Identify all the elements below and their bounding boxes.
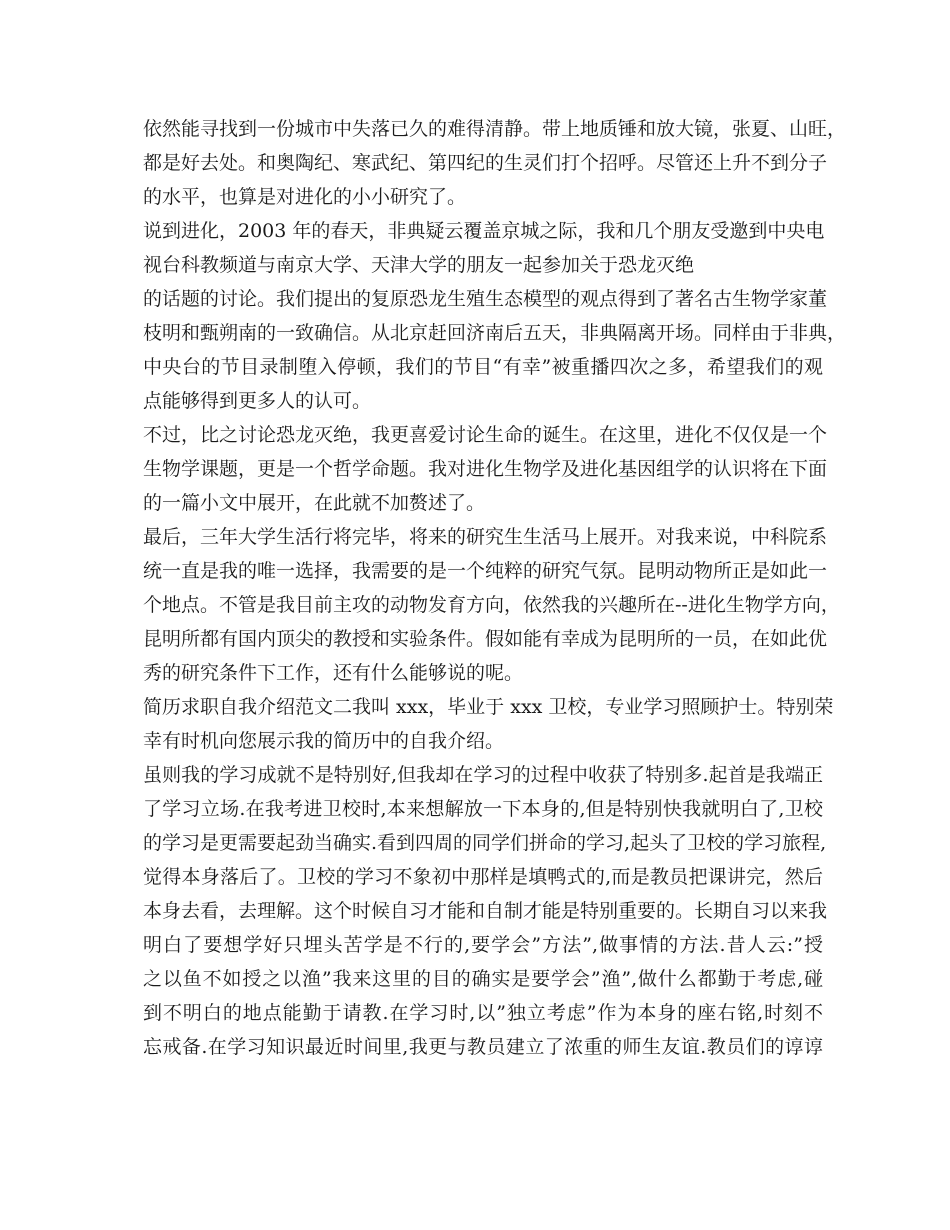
text-line: 秀的研究条件下工作，还有什么能够说的呢。 <box>143 662 524 684</box>
text-line: 说到进化，2003 年的春天，非典疑云覆盖京城之际，我和几个朋友受邀到中央电 <box>143 220 825 242</box>
text-line: 最后，三年大学生活行将完毕，将来的研究生生活马上展开。对我来说，中科院系 <box>143 526 828 548</box>
text-line: 昆明所都有国内顶尖的教授和实验条件。假如能有幸成为昆明所的一员，在如此优 <box>143 628 828 650</box>
text-line: 不过，比之讨论恐龙灭绝，我更喜爱讨论生命的诞生。在这里，进化不仅仅是一个 <box>143 424 828 446</box>
text-line: 幸有时机向您展示我的简历中的自我介绍。 <box>143 730 505 752</box>
text-line: 的一篇小文中展开，在此就不加赘述了。 <box>143 492 486 514</box>
text-line: 统一直是我的唯一选择，我需要的是一个纯粹的研究气氛。昆明动物所正是如此一 <box>143 560 828 582</box>
text-line: 的学习是更需要起劲当确实.看到四周的同学们拼命的学习,起头了卫校的学习旅程, <box>143 832 827 854</box>
text-line: 的水平，也算是对进化的小小研究了。 <box>143 186 467 208</box>
text-line: 点能够得到更多人的认可。 <box>143 390 372 412</box>
document-body <box>143 112 847 1064</box>
text-line: 个地点。不管是我目前主攻的动物发育方向，依然我的兴趣所在--进化生物学方向， <box>143 594 840 616</box>
text-line: 到不明白的地点能勤于请教.在学习时,以”独立考虑”作为本身的座右铭,时刻不 <box>143 1002 823 1024</box>
text-line: 枝明和甄朔南的一致确信。从北京赶回济南后五天，非典隔离开场。同样由于非典， <box>143 322 847 344</box>
text-line: 觉得本身落后了。卫校的学习不象初中那样是填鸭式的,而是教员把课讲完，然后 <box>143 866 823 888</box>
text-line: 虽则我的学习成就不是特别好,但我却在学习的过程中收获了特别多.起首是我端正 <box>143 764 823 786</box>
text-line: 的话题的讨论。我们提出的复原恐龙生殖生态模型的观点得到了著名古生物学家董 <box>143 288 828 310</box>
text-line: 视台科教频道与南京大学、天津大学的朋友一起参加关于恐龙灭绝 <box>143 254 695 276</box>
text-line: 依然能寻找到一份城市中失落已久的难得清静。带上地质锤和放大镜，张夏、山旺， <box>143 118 847 140</box>
text-line: 中央台的节目录制堕入停顿，我们的节目“有幸”被重播四次之多，希望我们的观 <box>143 356 823 378</box>
text-line: 都是好去处。和奥陶纪、寒武纪、第四纪的生灵们打个招呼。尽管还上升不到分子 <box>143 152 828 174</box>
text-line: 了学习立场.在我考进卫校时,本来想解放一下本身的,但是特别快我就明白了,卫校 <box>143 798 823 820</box>
text-line: 之以鱼不如授之以渔”我来这里的目的确实是要学会”渔”,做什么都勤于考虑,碰 <box>143 968 823 990</box>
text-line: 生物学课题，更是一个哲学命题。我对进化生物学及进化基因组学的认识将在下面 <box>143 458 828 480</box>
text-line: 简历求职自我介绍范文二我叫 xxx，毕业于 xxx 卫校，专业学习照顾护士。特别荣 <box>143 696 834 718</box>
text-line: 明白了要想学好只埋头苦学是不行的,要学会”方法”,做事情的方法.昔人云:”授 <box>143 934 823 956</box>
text-line: 忘戒备.在学习知识最近时间里,我更与教员建立了浓重的师生友谊.教员们的谆谆 <box>143 1036 823 1058</box>
text-line: 本身去看，去理解。这个时候自习才能和自制才能是特别重要的。长期自习以来我 <box>143 900 828 922</box>
